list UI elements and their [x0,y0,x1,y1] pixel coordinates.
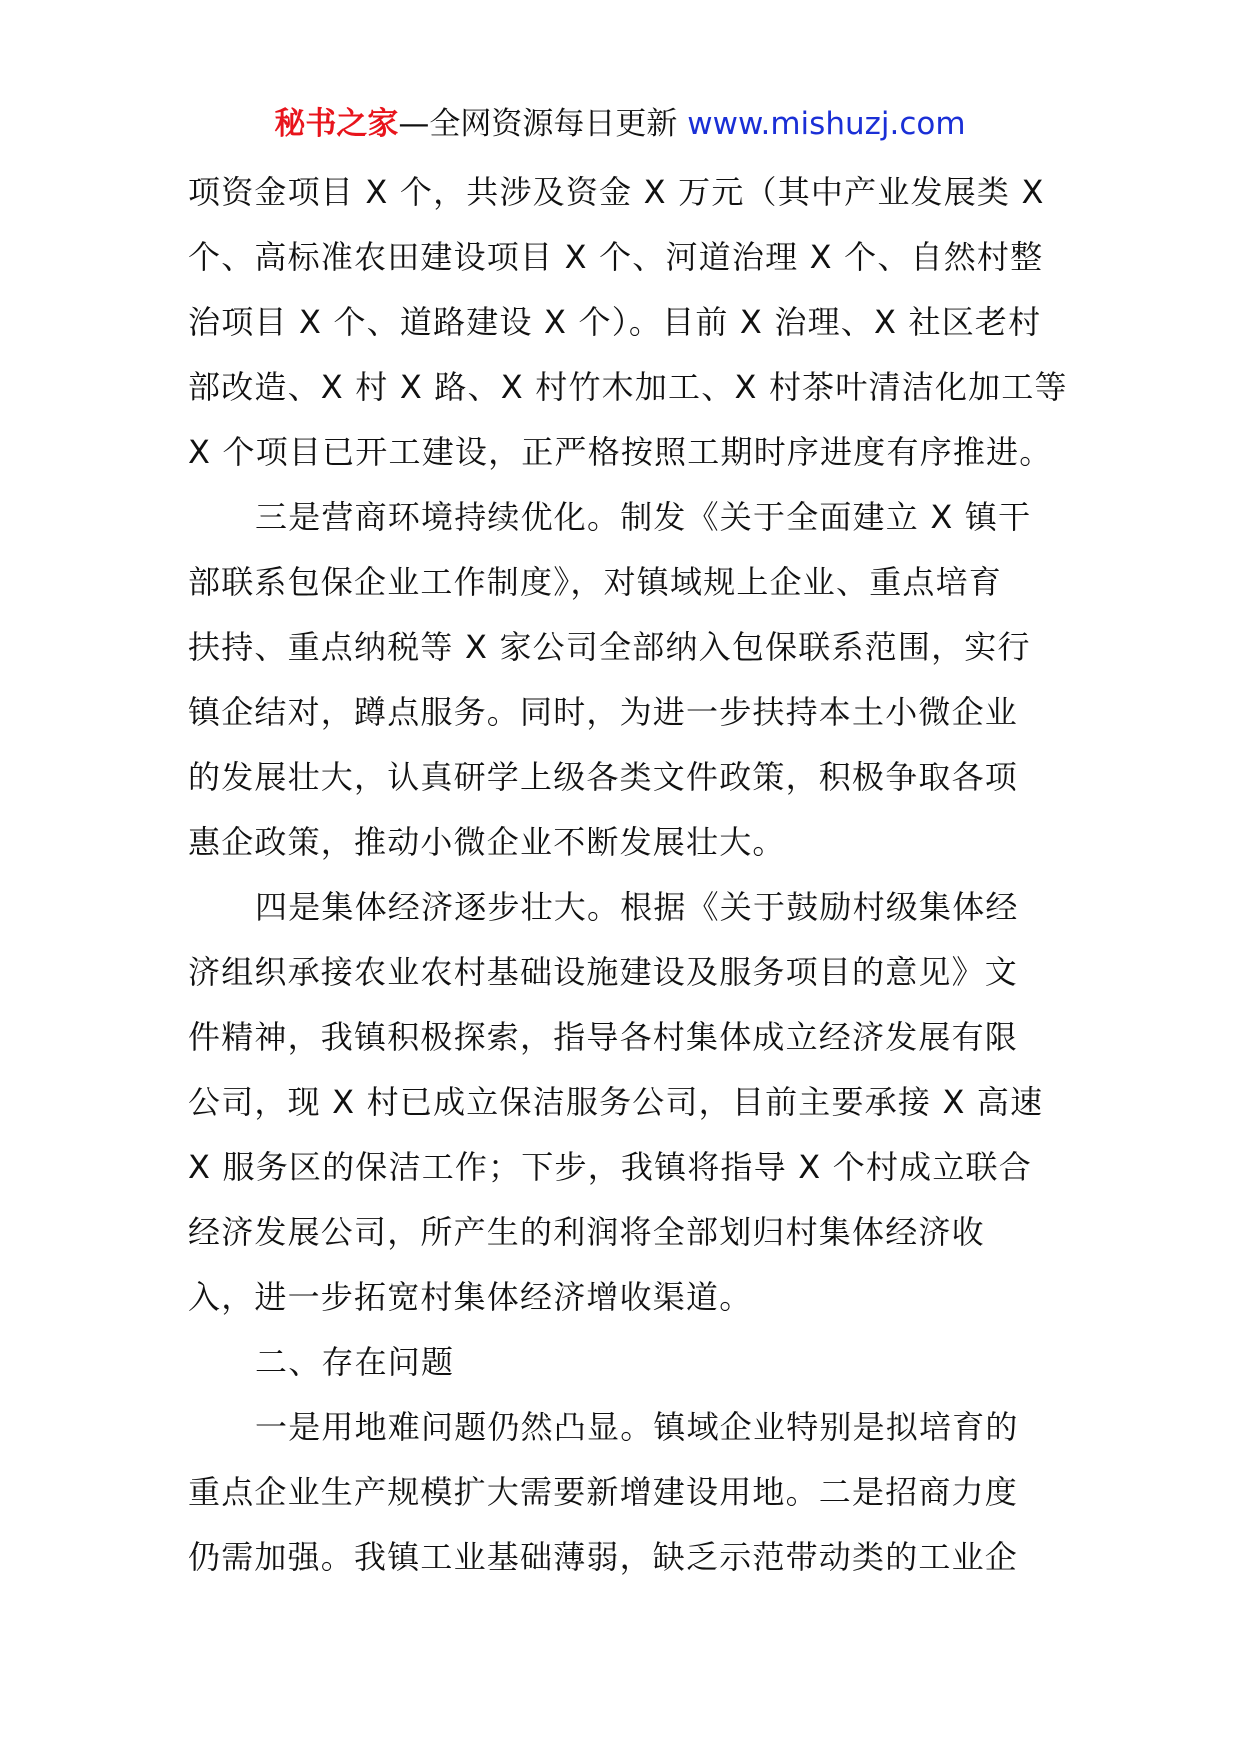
text-line: X 服务区的保洁工作；下步，我镇将指导 X 个村成立联合 [188,1148,1032,1186]
text-line: 个、高标准农田建设项目 X 个、河道治理 X 个、自然村整 [188,238,1044,276]
text-line: 的发展壮大，认真研学上级各类文件政策，积极争取各项 [188,758,1019,796]
text-line: 部联系包保企业工作制度》，对镇域规上企业、重点培育 [188,563,1003,601]
paragraph-start-line: 三是营商环境持续优化。制发《关于全面建立 X 镇干 [255,498,1032,536]
text-line: 重点企业生产规模扩大需要新增建设用地。二是招商力度 [188,1473,1019,1511]
text-line: 仍需加强。我镇工业基础薄弱，缺乏示范带动类的工业企 [188,1538,1019,1576]
document-body [188,160,1068,1590]
text-line: 部改造、X 村 X 路、X 村竹木加工、X 村茶叶清洁化加工等 [188,368,1068,406]
text-line: 扶持、重点纳税等 X 家公司全部纳入包保联系范围，实行 [188,628,1031,666]
text-line: 惠企政策，推动小微企业不断发展壮大。 [188,823,786,861]
watermark-header [0,100,1240,148]
text-line: 入，进一步拓宽村集体经济增收渠道。 [188,1278,753,1316]
section-heading: 二、存在问题 [255,1343,455,1381]
text-line: 经济发展公司，所产生的利润将全部划归村集体经济收 [188,1213,985,1251]
text-line: 件精神，我镇积极探索，指导各村集体成立经济发展有限 [188,1018,1019,1056]
site-url: www.mishuzj.com [687,106,966,142]
brand-name: 秘书之家 [274,106,399,142]
text-line: 项资金项目 X 个，共涉及资金 X 万元（其中产业发展类 X [188,173,1045,211]
text-line: 镇企结对，蹲点服务。同时，为进一步扶持本土小微企业 [188,693,1019,731]
header-tagline: —全网资源每日更新 [398,106,688,142]
paragraph-start-line: 一是用地难问题仍然凸显。镇域企业特别是拟培育的 [255,1408,1019,1446]
paragraph-start-line: 四是集体经济逐步壮大。根据《关于鼓励村级集体经 [255,888,1019,926]
text-line: 济组织承接农业农村基础设施建设及服务项目的意见》文 [188,953,1019,991]
text-line: 公司，现 X 村已成立保洁服务公司，目前主要承接 X 高速 [188,1083,1044,1121]
text-line: 治项目 X 个、道路建设 X 个）。目前 X 治理、X 社区老村 [188,303,1042,341]
text-line: X 个项目已开工建设，正严格按照工期时序进度有序推进。 [188,433,1053,471]
